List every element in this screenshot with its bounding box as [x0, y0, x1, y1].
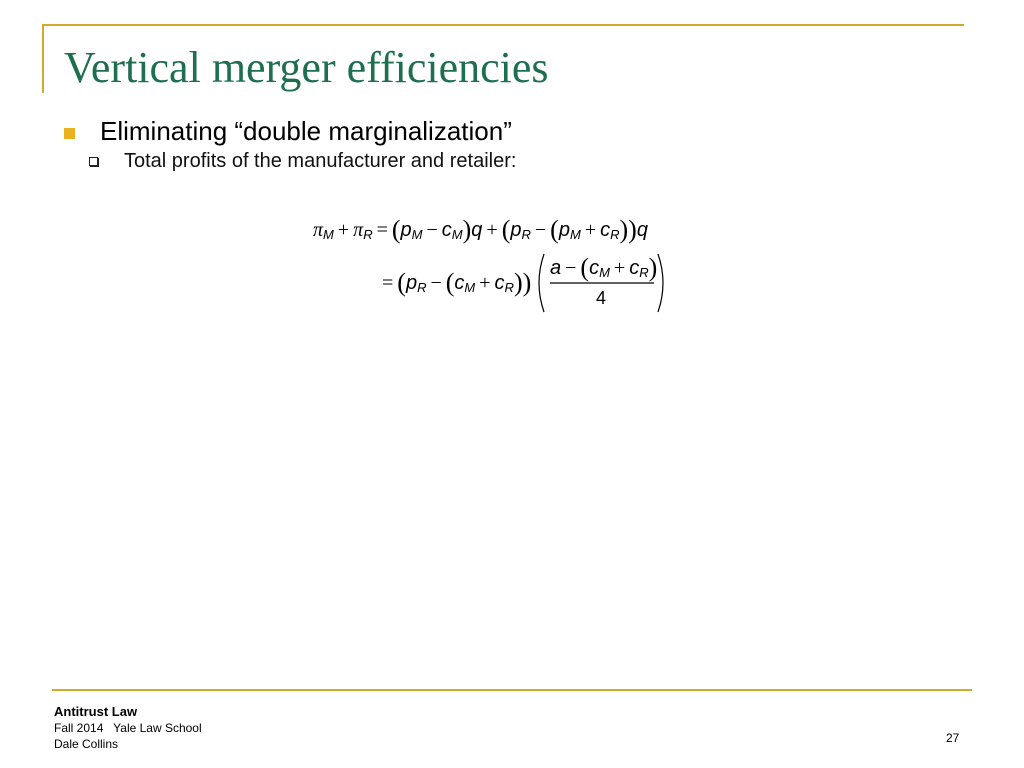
fraction-numerator: $a - (c_M + c_R)$	[550, 253, 658, 282]
top-accent-rule	[42, 24, 964, 26]
footer-term-school: Fall 2014 Yale Law School	[54, 721, 202, 735]
square-bullet-icon	[64, 128, 75, 139]
page-number: 27	[946, 731, 960, 745]
footer-rule	[52, 689, 972, 691]
bullet-level2-text: Total profits of the manufacturer and retailer:	[124, 150, 517, 172]
footer-course: Antitrust Law	[54, 704, 138, 719]
slide-title: Vertical merger efficiencies	[64, 43, 549, 92]
equation-line-2: = $(p_R - (c_M + c_R))$	[382, 268, 532, 297]
left-accent-rule	[42, 24, 44, 93]
bullet-level1-text: Eliminating “double marginalization”	[100, 116, 512, 146]
hollow-square-bullet-icon	[89, 157, 98, 166]
fraction-denominator: 4	[596, 288, 607, 308]
equation-line-1: $\pi_M + \pi_R = (p_M - c_M)q + (p_R - (p_M + c_R))q$	[313, 215, 648, 244]
footer-author: Dale Collins	[54, 737, 119, 751]
